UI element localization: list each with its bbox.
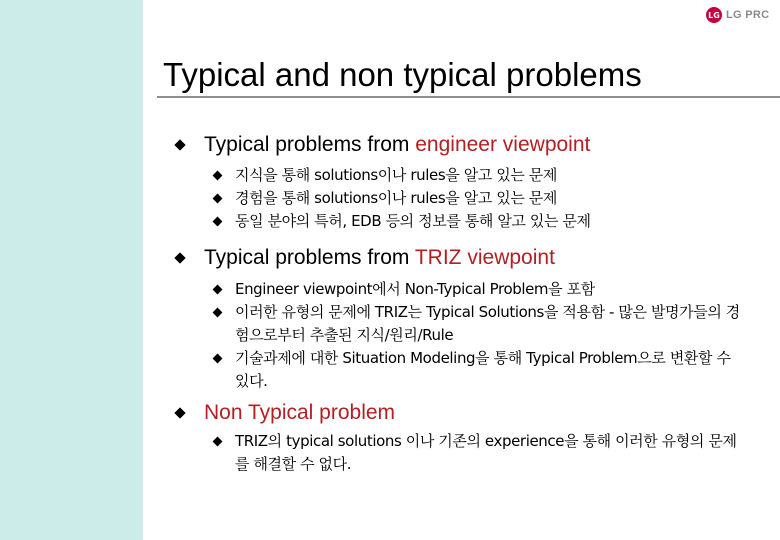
lg-prc-logo xyxy=(706,5,769,25)
section-heading-1 xyxy=(204,132,590,158)
list-item: 이러한 유형의 문제에 TRIZ는 Typical Solutions을 적용함 - 많은 발명가들의 경험으로부터 추출된 지식/원리/Rule xyxy=(235,303,740,344)
list-item: Engineer viewpoint에서 Non-Typical Problem을 포함 xyxy=(235,280,595,298)
list-item: 지식을 통해 solutions이나 rules을 알고 있는 문제 xyxy=(235,166,557,184)
title-underline xyxy=(157,96,780,98)
list-item: 동일 분야의 특허, EDB 등의 정보를 통해 알고 있는 문제 xyxy=(235,212,591,230)
section-heading-1-plain: Typical problems from xyxy=(204,133,416,156)
section-heading-2-accent: TRIZ viewpoint xyxy=(414,246,555,269)
diamond-bullet-icon xyxy=(213,308,223,318)
diamond-bullet-icon xyxy=(174,139,185,150)
list-item: TRIZ의 typical solutions 이나 기존의 experience을 통해 이러한 유형의 문제를 해결할 수 없다. xyxy=(235,432,737,473)
section-heading-1-accent: engineer viewpoint xyxy=(415,133,591,156)
diamond-bullet-icon xyxy=(213,285,223,295)
diamond-bullet-icon xyxy=(213,217,223,227)
left-color-band xyxy=(0,0,143,540)
diamond-bullet-icon xyxy=(213,171,223,181)
list-item: 경험을 통해 solutions이나 rules을 알고 있는 문제 xyxy=(235,189,557,207)
list-item: 기술과제에 대한 Situation Modeling을 통해 Typical Problem으로 변환할 수 있다. xyxy=(235,349,731,390)
lg-logo-icon: LG xyxy=(706,7,722,23)
diamond-bullet-icon xyxy=(213,194,223,204)
diamond-bullet-icon xyxy=(174,252,185,263)
section-heading-2-plain: Typical problems from xyxy=(204,246,415,269)
section-heading-3-accent: Non Typical problem xyxy=(204,401,396,424)
section-heading-3 xyxy=(204,400,395,426)
diamond-bullet-icon xyxy=(174,407,185,418)
diamond-bullet-icon xyxy=(213,437,223,447)
diamond-bullet-icon xyxy=(213,354,223,364)
section-heading-2 xyxy=(204,245,555,271)
slide-title: Typical and non typical problems xyxy=(163,56,642,93)
logo-text: LG PRC xyxy=(726,9,770,21)
